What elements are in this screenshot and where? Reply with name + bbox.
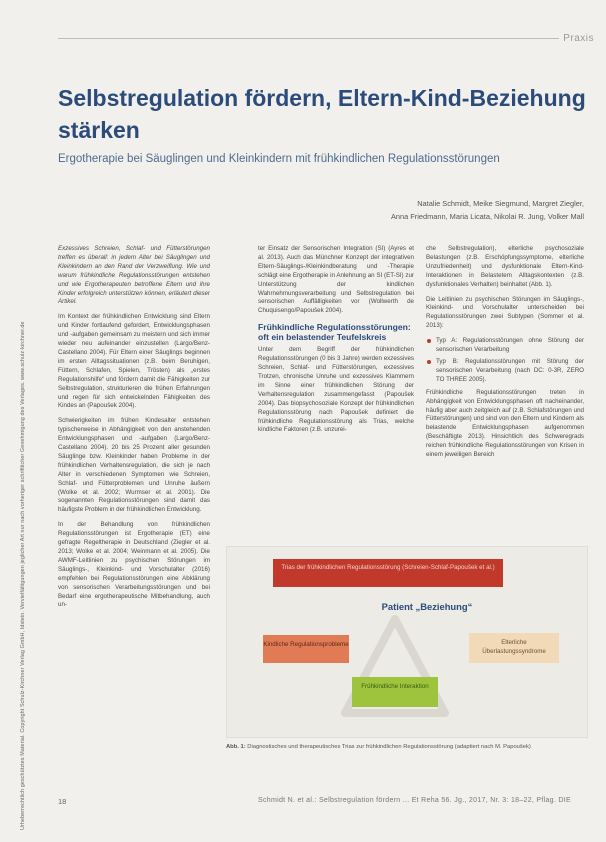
paragraph: Frühkindliche Regulationsstörungen treten in Abhängigkeit von Entwicklungsphasen oft nacheinander, häufig aber auch zeitgleich auf (z.B. Schlafstörungen und Fütterstörungen) und sind von den Eltern und Kindern als belastende Entwicklungsphasen aufgenommen (Beschäftigte 2013). Hinsichtlich des Schweregrads reichen frühkindliche Regulationsstörungen von Krisen in einem jeweiligen Bereich: [426, 388, 584, 459]
copyright-side-note: Urheberrechtlich geschütztes Material. Copyright Schulz-Kirchner Verlag GmbH, Idstein. Vervielfältigungen jeglicher Art nur nach vorheriger schriftlicher Genehmigung des Verlages. www.schulz-kirchner.de: [20, 321, 26, 830]
article-subtitle: Ergotherapie bei Säuglingen und Kleinkindern mit frühkindlichen Regulationsstörungen: [58, 153, 500, 165]
figure-caption: [226, 743, 588, 752]
author-line-1: Natalie Schmidt, Meike Siegmund, Margret Ziegler,: [417, 199, 584, 208]
section-label: Praxis: [559, 33, 598, 44]
paragraph: In der Behandlung von frühkindlichen Regulationsstörungen ist Ergotherapie (ET) eine gefragte Regeltherapie in Deutschland (Ziegler et al. 2013; Wolke et al. 2004; Weinmann et al. 2005). Die AWMF-Leitlinien zu psychischen Störungen im Säuglings-, Kleinkind- und Vorschulalter (2016) empfehlen bei Regulationsstörungen eine Abklärung von sensorischen Verarbeitungsstörungen und bei Bedarf eine ergotherapeutische Mitbehandlung, auch un-: [58, 521, 210, 609]
paragraph: che Selbstregulation), elterliche psychosoziale Belastungen (z.B. Erschöpfungssymptome, elterliche Unzufriedenheit) und dysfunktionale Eltern-Kind-Interaktionen in Belastetem Alltagskontexten (z.B. dysfunktionales Verhalten) beinhaltet (Abb. 1).: [426, 245, 584, 288]
paragraph: Unter dem Begriff der frühkindlichen Regulationsstörungen (0 bis 3 Jahre) werden exzessives Schreien, Schlaf- und Fütterstörungen, exzessives Trotzen, chronische Unruhe und exzessives Klammern im Sinne einer frühkindlichen Störung der Verhaltensregulation zusammengefasst (Papoušek 2004). Das biopsychosoziale Konzept der frühkindlichen Regulationsstörung nach Papoušek definiert die frühkindliche Regulationsstörung als Trias, welche kindliche Faktoren (z.B. unzurei-: [258, 346, 414, 434]
caption-label: Abb. 1:: [226, 744, 246, 750]
box-parent-factors: Elterliche Überlastungssyndrome: [469, 633, 559, 663]
paragraph: ter Einsatz der Sensorischen Integration (SI) (Ayres et al. 2013). Auch das Münchner Konzept der integrativen Eltern-Säuglings-/Kleinkindberatung und -Therapie schlägt eine Ergotherapie in Anlehnung an SI (ET-SI) zur Unterstützung der kindlichen Wahrnehmungsverarbeitung und Selbstregulation bei sensorischen Auffälligkeiten vor (Wollwerth de Chuquisengo/Papoušek 2004).: [258, 245, 414, 315]
text-column-2: [258, 245, 414, 441]
page-number: 18: [58, 797, 67, 806]
figure-1: [226, 546, 588, 762]
figure-banner: Trias der frühkindlichen Regulationsstörung (Schreien-Schlaf-Papoušek et al.): [273, 559, 503, 587]
article-title: Selbstregulation fördern, Eltern-Kind-Beziehung stärken: [58, 85, 586, 143]
paragraph: Schwierigkeiten im frühen Kindesalter entstehen typischerweise in Abhängigkeit von den anstehenden Entwicklungsphasen und -aufgaben (Largo/Benz-Castellano 2004). 20 bis 25 Prozent aller gesunden Säuglinge bzw. Kleinkinder haben Probleme in der frühkindlichen Verhaltensregulation, die sich je nach Alter in verschiedenen Symptomen wie Schreien, Schlaf- und Fütterproblemen und Unruhe äußern (Wolke et al. 2002; Wurmser et al. 2001). Die sogenannten Regulationsstörungen sind damit das häufigste Problem in der frühkindlichen Entwicklung.: [58, 417, 210, 514]
author-line-2: Anna Friedmann, Maria Licata, Nikolai R. Jung, Volker Mall: [390, 211, 584, 221]
header-rule: [58, 38, 598, 39]
section-heading: Frühkindliche Regulationsstörungen: oft ein belastender Teufelskreis: [258, 322, 411, 343]
paragraph: Im Kontext der frühkindlichen Entwicklung sind Eltern und Kinder fortlaufend gefordert, Entwicklungsphasen und -aufgaben gemeinsam zu meistern und sich immer wieder neu aufeinander einzustellen (Largo/Benz-Castellano 2004). Für Eltern einer Säuglings beginnen im ersten Alltagssituationen (z.B. beim Beruhigen, Füttern, Schlafen, Spielen, Trösten) als „erstes Regulationshilfe“ und fördern damit die Fähigkeiten zur Selbstregulation, strukturieren die frühen Erfahrungen und regen für sich entwickelnden Fähigkeiten des Kindes an (Papoušek 2004).: [58, 313, 210, 410]
bullet-item: Typ B: Regulationsstörungen mit Störung der sensorischen Verarbeitung (nach DC: 0-3R, ZERO TO THREE 2005).: [426, 358, 584, 385]
abstract: Exzessives Schreien, Schlaf- und Fütterstörungen treffen es überall: in jedem Alter bei Säuglingen und Kleinkindern an den Rand der Verzweiflung. Wie und warum frühkindliche Regulationsstörungen entstehen und wie Ergotherapeuten betroffene Eltern und ihre Kinder erfolgreich unterstützen können, erläutert dieser Artikel.: [58, 245, 210, 306]
caption-text: Diagnostisches und therapeutisches Trias zur frühkindlichen Regulationsstörung (adaptiert nach M. Papoušek): [247, 744, 531, 750]
figure-background: [226, 546, 588, 738]
author-list: [264, 198, 584, 223]
paragraph: Die Leitlinien zu psychischen Störungen im Säuglings-, Kleinkind- und Vorschulalter unterscheiden bei Regulationsstörungen zwei Subtypen (Sommer et al. 2013):: [426, 295, 584, 330]
text-column-1: [58, 245, 210, 616]
footer-citation: Schmidt N. et al.: Selbstregulation fördern ... Et Reha 56. Jg., 2017, Nr. 3: 18–22, Pflag. DIE: [258, 797, 571, 804]
box-interaction: Frühkindliche Interaktion: [352, 677, 438, 707]
box-child-factors: Kindliche Regulationsprobleme: [263, 635, 349, 663]
bullet-item: Typ A: Regulationsstörungen ohne Störung der sensorischen Verarbeitung: [426, 337, 584, 355]
patient-label: Patient „Beziehung“: [381, 601, 473, 612]
text-column-3: [426, 245, 584, 466]
